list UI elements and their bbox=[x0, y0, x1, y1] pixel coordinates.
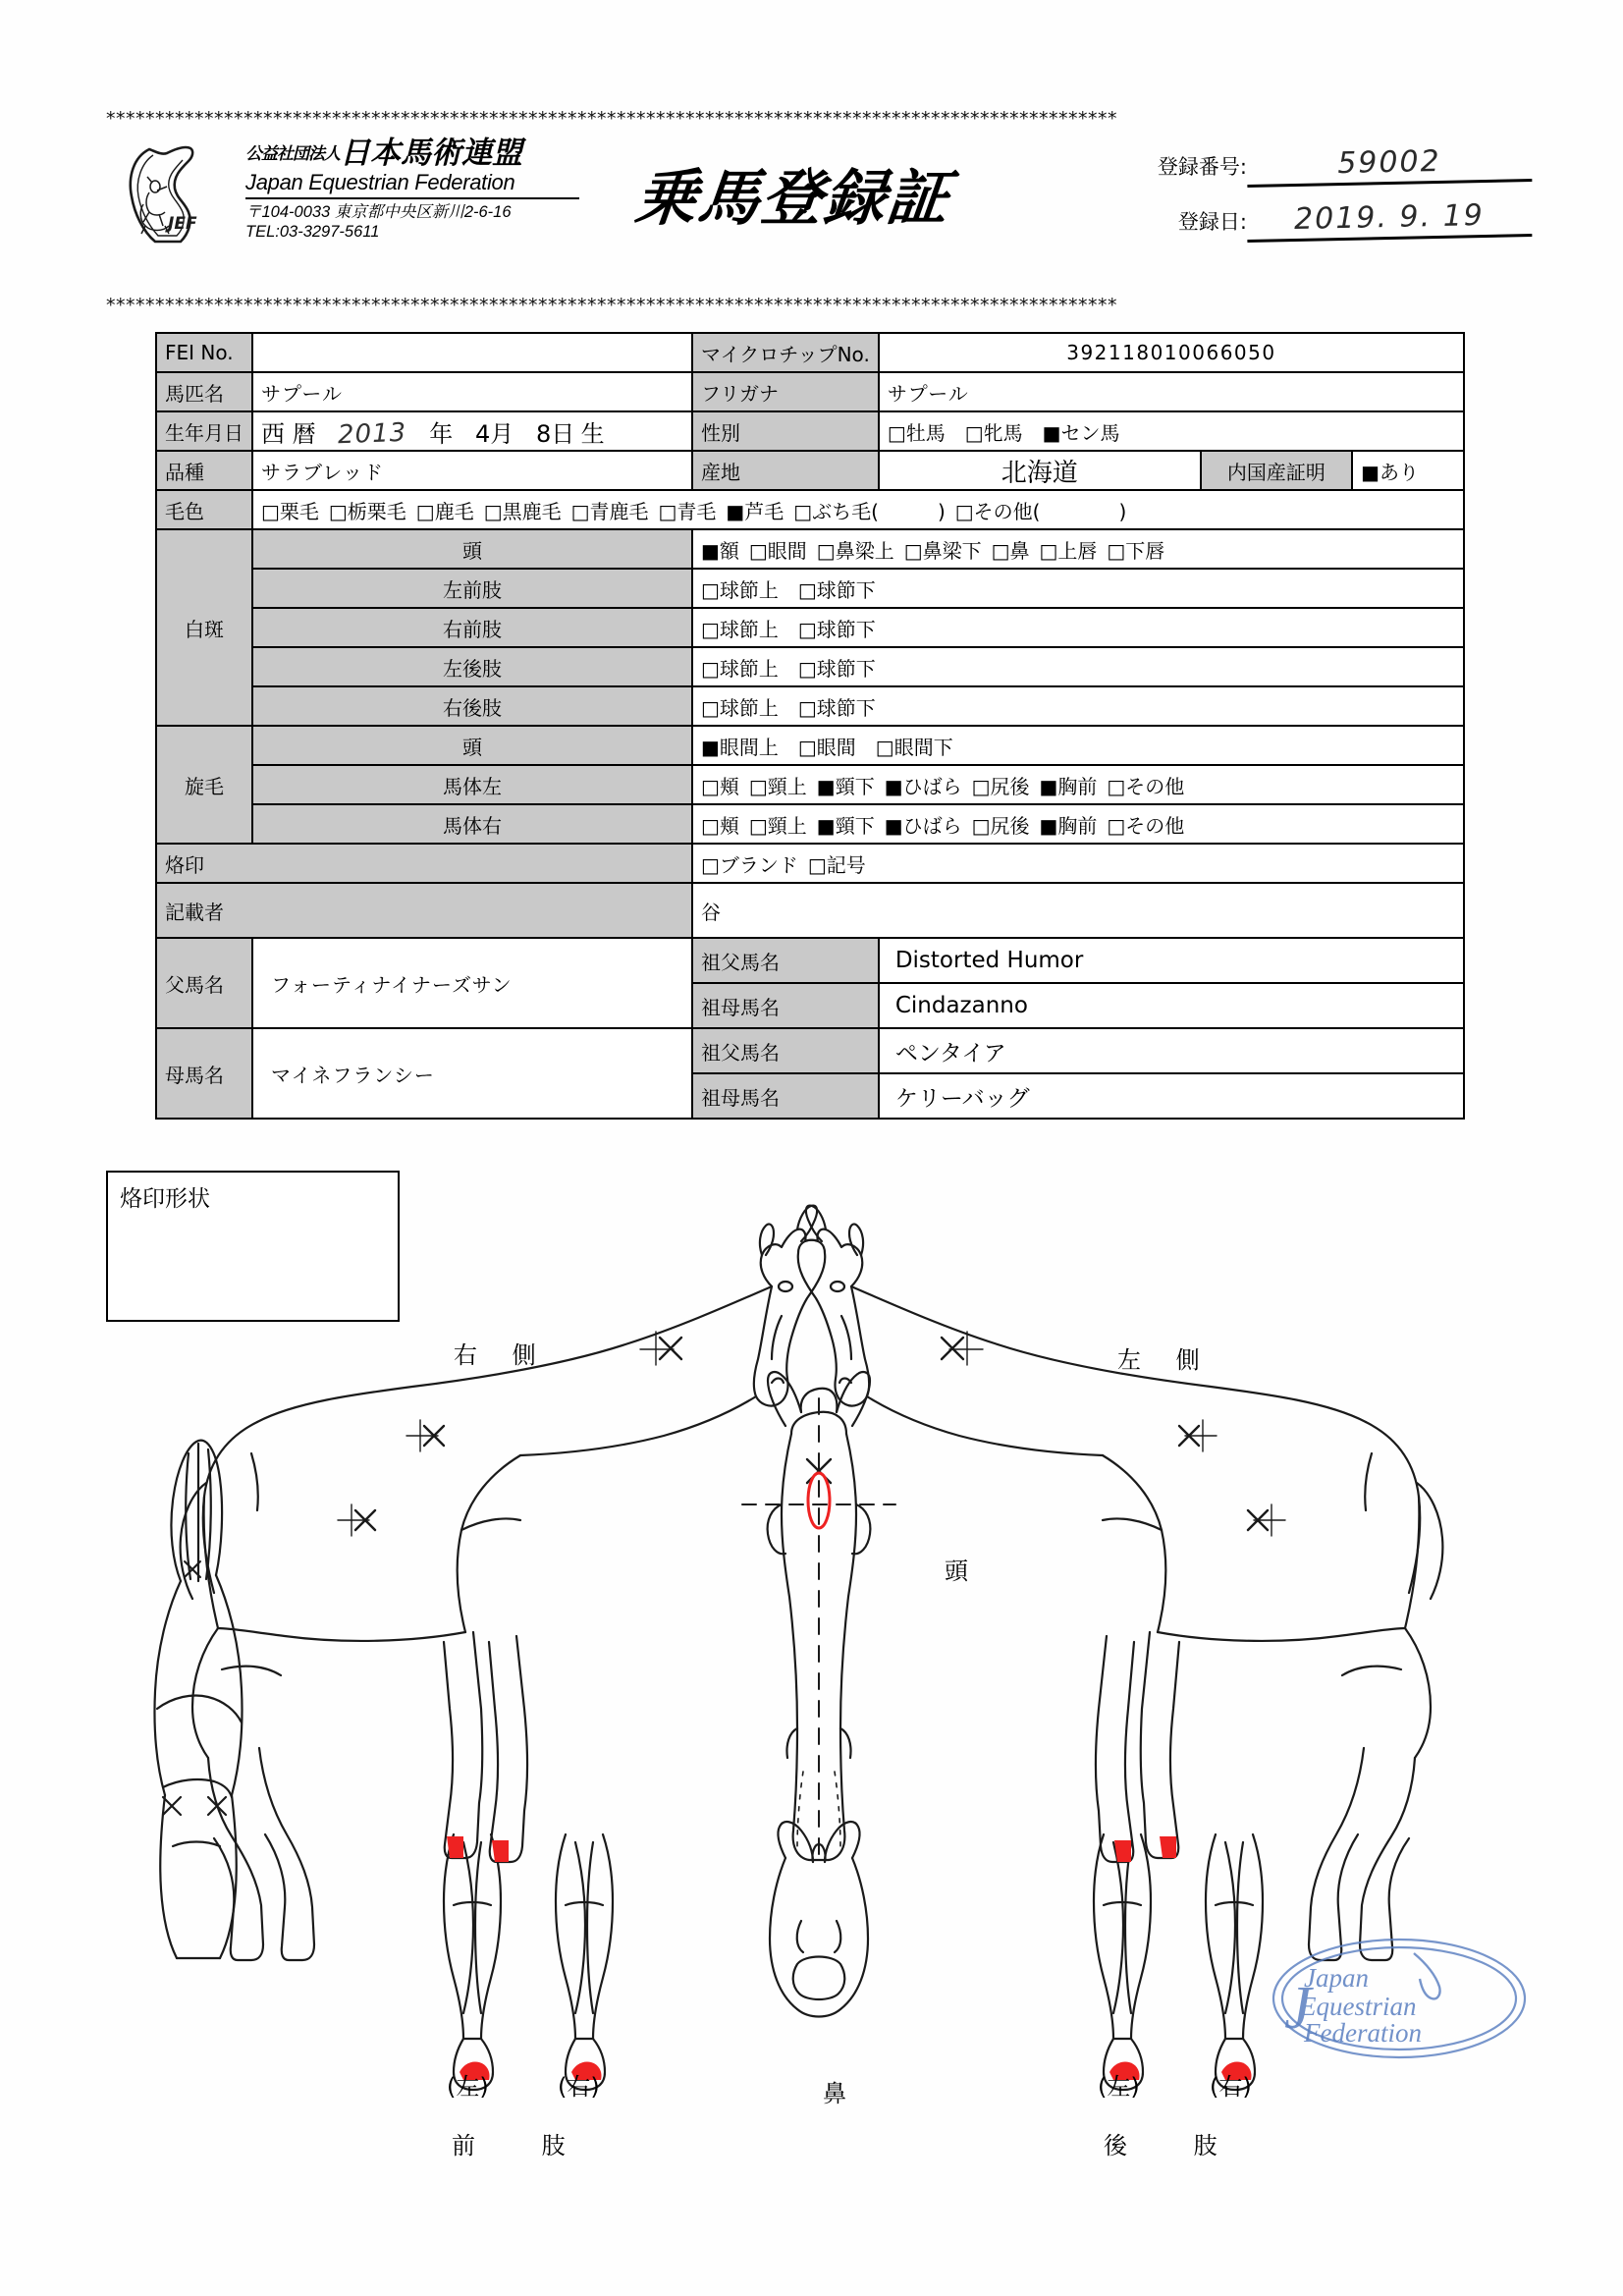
writer-label: 記載者 bbox=[156, 883, 692, 938]
table-row-whorl-head bbox=[156, 726, 1464, 765]
birth-prefix: 西 暦 bbox=[261, 419, 316, 448]
registration-date-value: 2019. 9. 19 bbox=[1247, 197, 1533, 243]
table-row-whorl-right bbox=[156, 804, 1464, 844]
table-row-whorl-left bbox=[156, 765, 1464, 804]
organization-postal-address: 〒104-0033 東京都中央区新川2-6-16 bbox=[245, 202, 512, 221]
organization-address bbox=[245, 202, 599, 243]
horse-rear-tail-view bbox=[154, 1441, 242, 1958]
sire-grandsire-value[interactable]: Distorted Humor bbox=[879, 938, 1464, 983]
table-row-birth-sex bbox=[156, 411, 1464, 451]
horse-name-value[interactable]: サプール bbox=[252, 372, 692, 411]
diagram-label-hind-left: (左) bbox=[1098, 2073, 1140, 2101]
table-row-marking-limb bbox=[156, 686, 1464, 726]
horse-name-label: 馬匹名 bbox=[156, 372, 252, 411]
domestic-cert-option[interactable]: ■あり bbox=[1352, 452, 1463, 489]
hindlimb-left-drawing bbox=[1094, 1834, 1151, 2090]
horse-diagram-section bbox=[0, 1159, 1623, 2269]
horse-details-table bbox=[155, 332, 1465, 1120]
registration-date-row bbox=[1119, 197, 1532, 240]
marking-limb-options-3[interactable]: □球節上 □球節下 bbox=[692, 686, 1464, 726]
birth-year: 2013 bbox=[337, 417, 408, 450]
whorl-body-right-label: 馬体右 bbox=[252, 804, 692, 844]
table-row-marking-limb bbox=[156, 608, 1464, 647]
diagram-label-fore-right: (右) bbox=[558, 2073, 600, 2101]
markings-label: 白斑 bbox=[156, 529, 252, 726]
registration-date-label: 登録日: bbox=[1177, 210, 1247, 234]
furigana-label: フリガナ bbox=[692, 372, 879, 411]
hindlimb-right-drawing bbox=[1206, 1834, 1263, 2090]
whorl-label: 旋毛 bbox=[156, 726, 252, 844]
diagram-label-nose: 鼻 bbox=[823, 2080, 846, 2107]
organization-name-jp: 公益社団法人日本馬術連盟 bbox=[245, 136, 522, 171]
fei-no-value[interactable] bbox=[252, 333, 692, 372]
registration-area bbox=[1119, 145, 1532, 255]
registration-number-label: 登録番号: bbox=[1157, 155, 1247, 179]
whorl-body-left-options[interactable]: □頬 □頸上 ■頸下 ■ひばら □尻後 ■胸前 □その他 bbox=[692, 765, 1464, 804]
birth-year-suffix: 年 bbox=[429, 419, 454, 448]
breed-value[interactable]: サラブレッド bbox=[252, 451, 692, 490]
marking-limb-options-1[interactable]: □球節上 □球節下 bbox=[692, 608, 1464, 647]
birth-day: 8日 bbox=[535, 419, 575, 448]
sex-option-group: □牡馬 □牝馬 ■セン馬 bbox=[887, 420, 1120, 445]
organization-telephone: TEL:03-3297-5611 bbox=[245, 223, 380, 242]
sire-value[interactable]: フォーティナイナーズサン bbox=[252, 938, 692, 1028]
table-row-markings-head bbox=[156, 529, 1464, 569]
seal-line-2: Equestrian bbox=[1300, 1992, 1417, 2021]
table-row-breed-origin bbox=[156, 451, 1464, 490]
seal-line-3: Federation bbox=[1304, 2018, 1422, 2048]
breed-label: 品種 bbox=[156, 451, 252, 490]
table-row-fei bbox=[156, 333, 1464, 372]
markings-head-label: 頭 bbox=[252, 529, 692, 569]
whorl-body-left-label: 馬体左 bbox=[252, 765, 692, 804]
registration-number-row bbox=[1119, 145, 1532, 185]
domestic-cert-label: 内国産証明 bbox=[1201, 452, 1352, 489]
origin-cell bbox=[879, 451, 1464, 490]
coat-options[interactable]: □栗毛 □栃栗毛 □鹿毛 □黒鹿毛 □青鹿毛 □青毛 ■芦毛 □ぶち毛( ) □その他( ) bbox=[252, 490, 1464, 529]
marking-limb-label-0: 左前肢 bbox=[252, 569, 692, 608]
seal-line-1: Japan bbox=[1304, 1963, 1369, 1993]
coat-label: 毛色 bbox=[156, 490, 252, 529]
sire-label: 父馬名 bbox=[156, 938, 252, 1028]
sire-granddam-value[interactable]: Cindazanno bbox=[879, 983, 1464, 1028]
marking-limb-label-1: 右前肢 bbox=[252, 608, 692, 647]
sire-grandsire-label: 祖父馬名 bbox=[692, 938, 879, 983]
table-row-name bbox=[156, 372, 1464, 411]
microchip-label: マイクロチップNo. bbox=[692, 333, 879, 372]
markings-head-options[interactable]: ■額 □眼間 □鼻梁上 □鼻梁下 □鼻 □上唇 □下唇 bbox=[692, 529, 1464, 569]
jef-logo-icon bbox=[120, 143, 218, 246]
dam-value[interactable]: マイネフランシー bbox=[252, 1028, 692, 1119]
whorl-head-label: 頭 bbox=[252, 726, 692, 765]
registration-number-value: 59002 bbox=[1247, 142, 1533, 188]
hoof-marking-red bbox=[1160, 1836, 1176, 1858]
dam-label: 母馬名 bbox=[156, 1028, 252, 1119]
organization-type-prefix: 公益社団法人 bbox=[245, 144, 340, 164]
diagram-label-fore-left: (左) bbox=[447, 2073, 489, 2101]
jef-logo-text: JEF bbox=[168, 214, 197, 234]
decorative-star-rule-bottom: ******************************************************************************************************* bbox=[106, 297, 1117, 315]
organization-block bbox=[245, 137, 599, 243]
birth-suffix: 生 bbox=[580, 419, 605, 448]
brand-label: 烙印 bbox=[156, 844, 692, 883]
furigana-value[interactable]: サプール bbox=[879, 372, 1464, 411]
hoof-marking-red bbox=[492, 1840, 509, 1862]
decorative-star-rule-top: ******************************************************************************************************* bbox=[106, 110, 1117, 129]
table-row-marking-limb bbox=[156, 569, 1464, 608]
dam-granddam-label: 祖母馬名 bbox=[692, 1073, 879, 1119]
table-row-sire-grandsire bbox=[156, 938, 1464, 983]
marking-limb-label-2: 左後肢 bbox=[252, 647, 692, 686]
birth-month: 4月 bbox=[474, 419, 514, 448]
diagram-label-left-side: 左 側 bbox=[1117, 1346, 1214, 1374]
brand-shape-label: 烙印形状 bbox=[120, 1186, 210, 1212]
seal-initial-j: J bbox=[1284, 1975, 1312, 2042]
writer-value[interactable]: 谷 bbox=[692, 883, 1464, 938]
organization-name-en: Japan Equestrian Federation bbox=[245, 170, 579, 199]
document-title: 乗馬登録証 bbox=[631, 162, 954, 234]
sire-granddam-label: 祖母馬名 bbox=[692, 983, 879, 1028]
origin-value[interactable]: 北海道 bbox=[1001, 458, 1078, 488]
microchip-value[interactable]: 392118010066050 bbox=[879, 333, 1464, 372]
table-row-dam-grandsire bbox=[156, 1028, 1464, 1073]
sex-options[interactable] bbox=[879, 411, 1464, 451]
whorl-head-options[interactable]: ■眼間上 □眼間 □眼間下 bbox=[692, 726, 1464, 765]
origin-label: 産地 bbox=[692, 451, 879, 490]
diagram-label-forelimb: 前 肢 bbox=[452, 2132, 595, 2159]
horse-outline-drawings bbox=[0, 1159, 1623, 2269]
header bbox=[0, 128, 1623, 295]
dam-grandsire-value[interactable]: ペンタイア bbox=[879, 1028, 1464, 1073]
sex-label: 性別 bbox=[692, 411, 879, 451]
marking-limb-label-3: 右後肢 bbox=[252, 686, 692, 726]
table-row-coat bbox=[156, 490, 1464, 529]
marking-limb-options-0[interactable]: □球節上 □球節下 bbox=[692, 569, 1464, 608]
birth-value[interactable] bbox=[252, 411, 692, 451]
table-row-brand bbox=[156, 844, 1464, 883]
hoof-marking-red bbox=[1114, 1840, 1131, 1862]
dam-grandsire-label: 祖父馬名 bbox=[692, 1028, 879, 1073]
horse-head-front-view bbox=[742, 1372, 895, 1860]
forelimb-left-drawing bbox=[444, 1834, 501, 2090]
diagram-label-hind-right: (右) bbox=[1210, 2073, 1252, 2101]
table-row-writer bbox=[156, 883, 1464, 938]
table-row-marking-limb bbox=[156, 647, 1464, 686]
fei-no-label: FEI No. bbox=[156, 333, 252, 372]
birth-label: 生年月日 bbox=[156, 411, 252, 451]
whorl-body-right-options[interactable]: □頬 □頸上 ■頸下 ■ひばら □尻後 ■胸前 □その他 bbox=[692, 804, 1464, 844]
brand-options[interactable]: □ブランド □記号 bbox=[692, 844, 1464, 883]
forelimb-right-drawing bbox=[556, 1834, 613, 2090]
diagram-label-head: 頭 bbox=[945, 1558, 968, 1585]
diagram-label-right-side: 右 側 bbox=[454, 1341, 550, 1369]
diagram-label-hindlimb: 後 肢 bbox=[1104, 2132, 1247, 2159]
marking-limb-options-2[interactable]: □球節上 □球節下 bbox=[692, 647, 1464, 686]
dam-granddam-value[interactable]: ケリーバッグ bbox=[879, 1073, 1464, 1119]
